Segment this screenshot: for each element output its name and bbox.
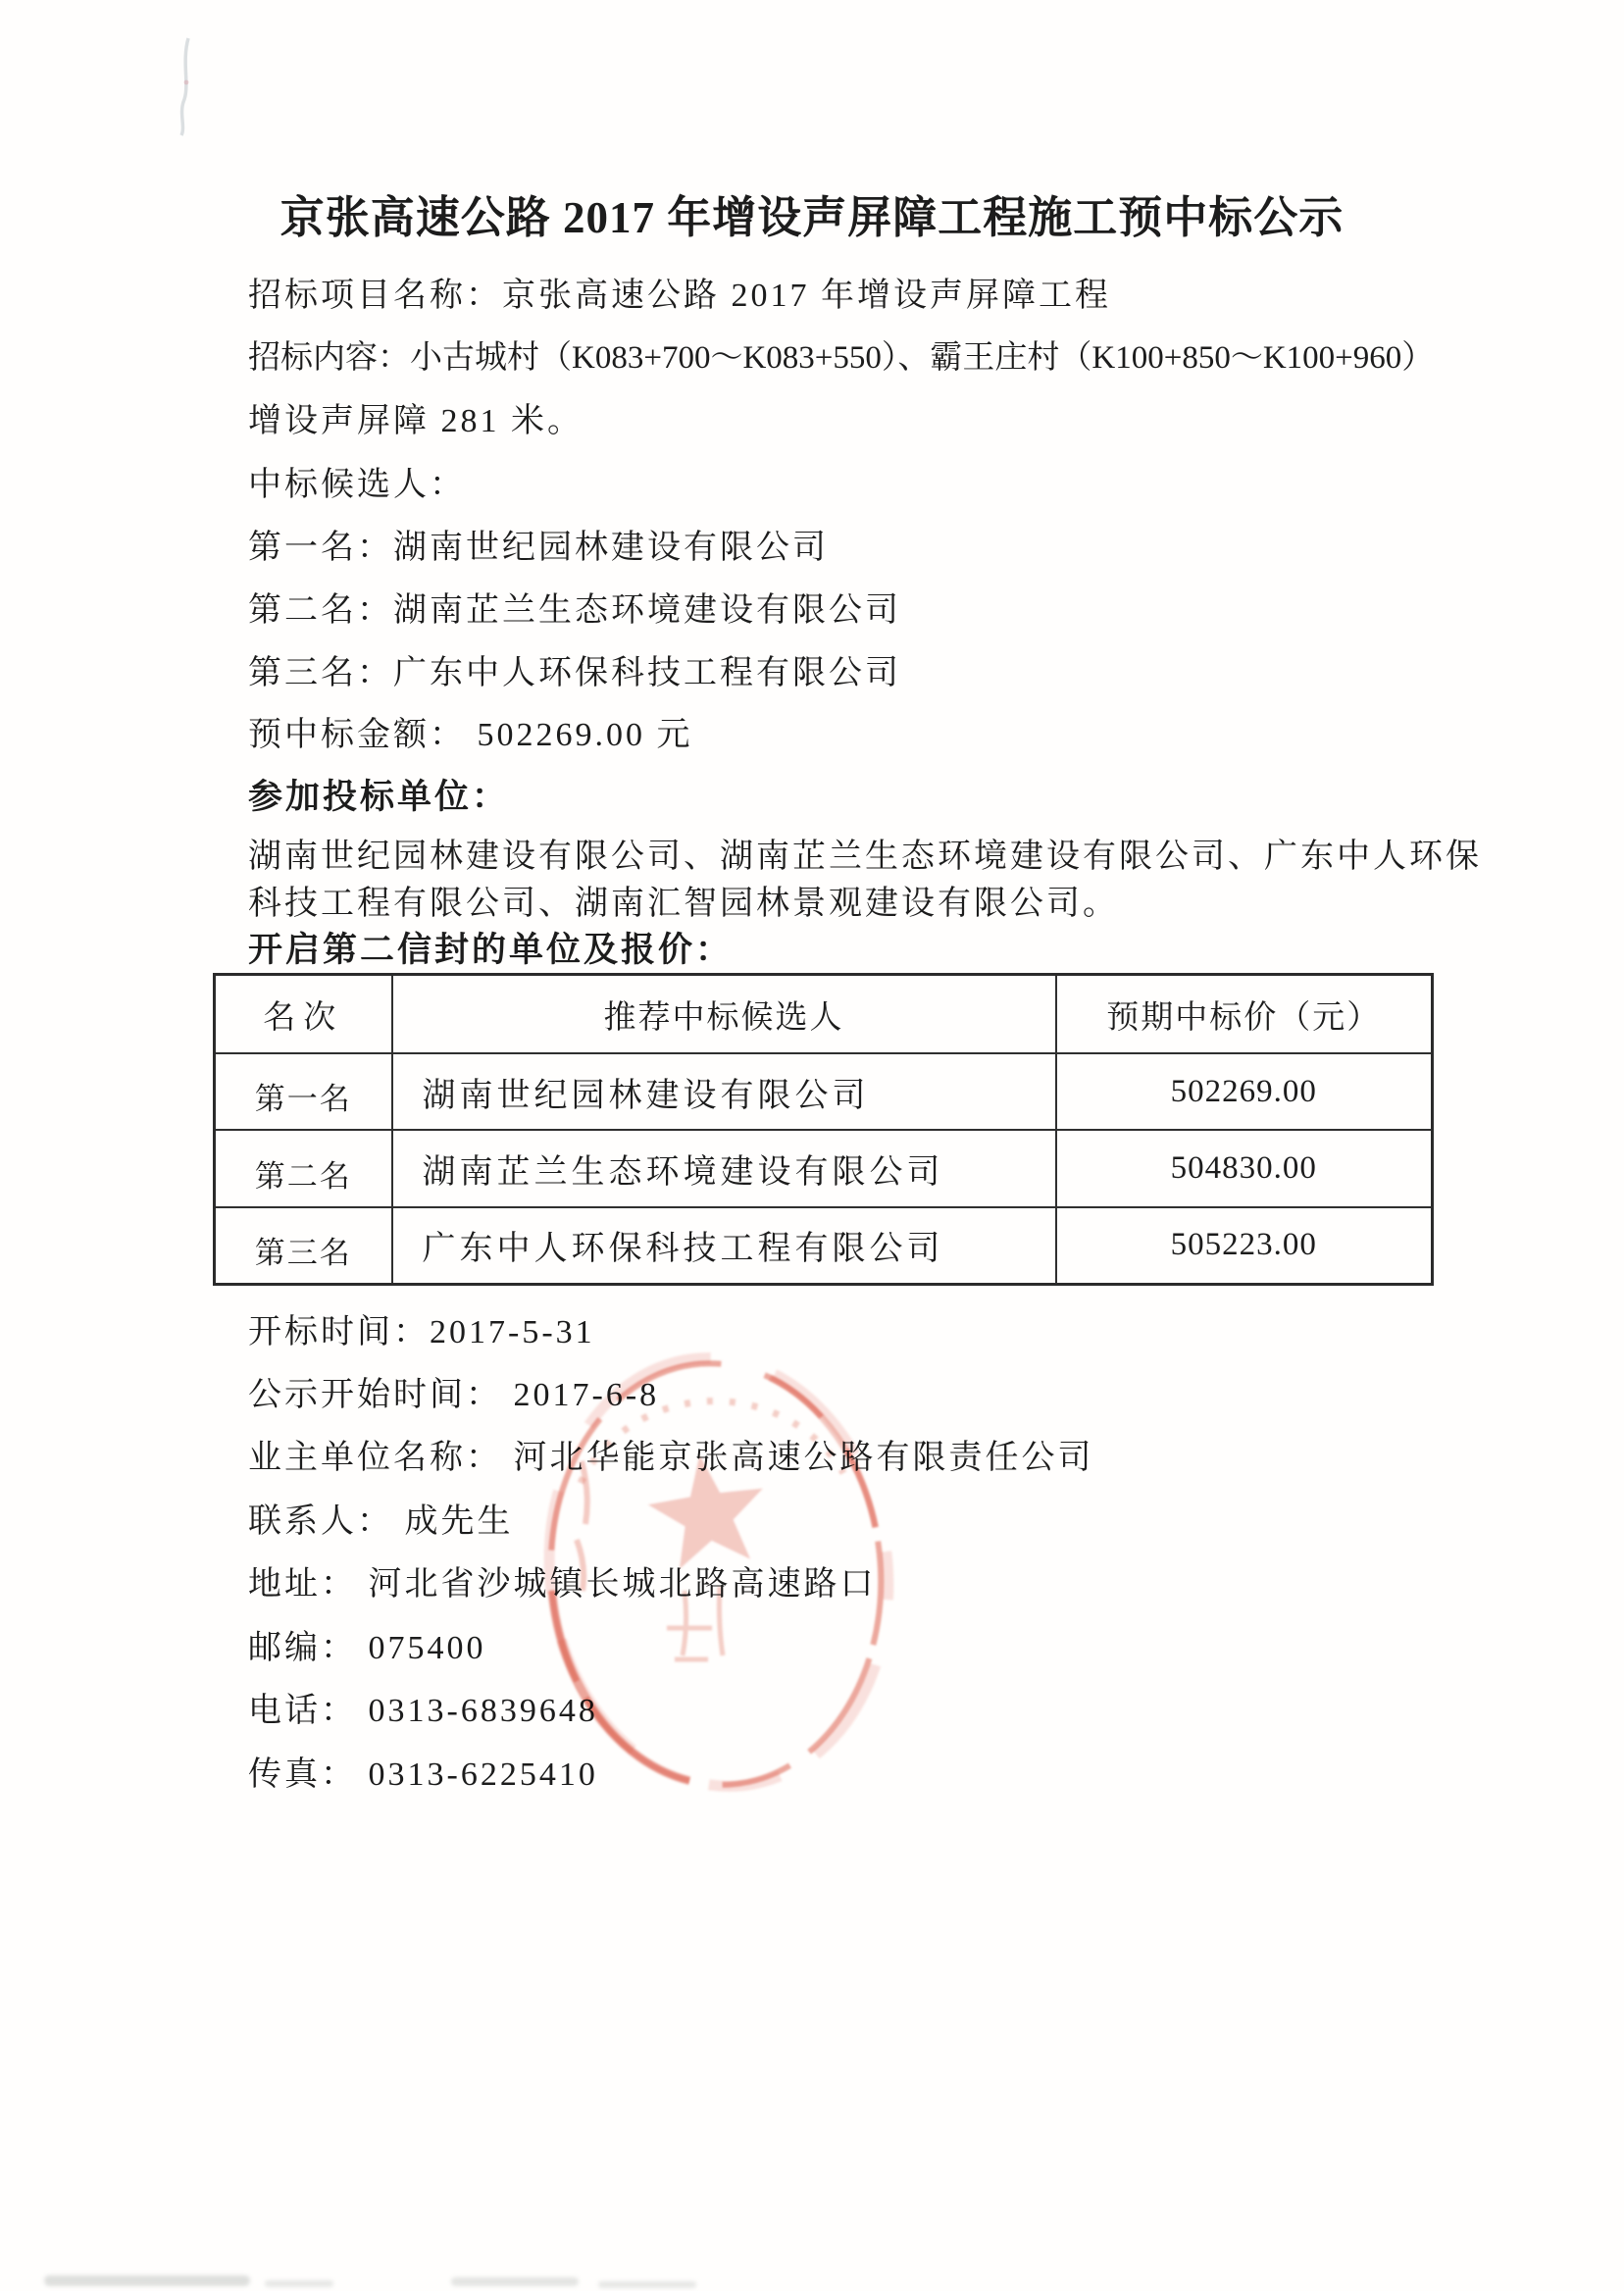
line-contact-person: 联系人： 成先生	[248, 1503, 514, 1540]
col-header-price: 预期中标价（元）	[1056, 975, 1433, 1054]
scan-smudge	[44, 2275, 250, 2286]
col-header-rank: 名次	[215, 975, 392, 1054]
heading-bidders: 参加投标单位：	[248, 778, 510, 816]
price-cell: 504830.00	[1056, 1130, 1433, 1207]
line-postal-code: 邮编： 075400	[248, 1630, 486, 1666]
line-owner-name: 业主单位名称： 河北华能京张高速公路有限责任公司	[248, 1440, 1094, 1476]
line-bidders-part2: 科技工程有限公司、湖南汇智园林景观建设有限公司。	[248, 886, 1119, 922]
table-header-row	[215, 975, 1433, 1054]
line-candidates-label: 中标候选人：	[248, 467, 466, 503]
company-cell: 湖南芷兰生态环境建设有限公司	[392, 1130, 1056, 1207]
line-candidate-second: 第二名：湖南芷兰生态环境建设有限公司	[248, 592, 901, 629]
heading-second-envelope: 开启第二信封的单位及报价：	[248, 931, 734, 969]
line-bid-content: 招标内容：小古城村（K083+700～K083+550）、霸王庄村（K100+850～K100+960）	[248, 340, 1435, 376]
col-header-candidate: 推荐中标候选人	[392, 975, 1056, 1054]
scan-smudge	[265, 2280, 333, 2287]
price-cell: 505223.00	[1056, 1207, 1433, 1284]
scan-artifact-mark	[175, 35, 204, 138]
bid-quotation-table	[213, 973, 1434, 1286]
line-bid-open-time: 开标时间：2017-5-31	[248, 1314, 595, 1350]
table-row	[215, 1053, 1433, 1130]
scan-smudge	[451, 2277, 579, 2286]
line-project-name: 招标项目名称：京张高速公路 2017 年增设声屏障工程	[248, 278, 1111, 314]
line-address: 地址： 河北省沙城镇长城北路高速路口	[248, 1566, 877, 1603]
scan-smudge	[598, 2281, 696, 2288]
line-prebid-amount: 预中标金额： 502269.00 元	[248, 717, 693, 753]
price-cell: 502269.00	[1056, 1053, 1433, 1130]
line-fax: 传真： 0313-6225410	[248, 1756, 598, 1793]
page-title: 京张高速公路 2017 年增设声屏障工程施工预中标公示	[279, 193, 1345, 242]
rank-cell: 第三名	[215, 1207, 392, 1284]
company-cell: 广东中人环保科技工程有限公司	[392, 1207, 1056, 1284]
line-publicity-start-time: 公示开始时间： 2017-6-8	[248, 1377, 660, 1413]
line-candidate-first: 第一名：湖南世纪园林建设有限公司	[248, 530, 829, 566]
rank-cell: 第二名	[215, 1130, 392, 1207]
table-row	[215, 1130, 1433, 1207]
line-candidate-third: 第三名：广东中人环保科技工程有限公司	[248, 655, 901, 691]
company-cell: 湖南世纪园林建设有限公司	[392, 1053, 1056, 1130]
line-bid-content-cont: 增设声屏障 281 米。	[248, 403, 584, 439]
line-bidders-part1: 湖南世纪园林建设有限公司、湖南芷兰生态环境建设有限公司、广东中人环保	[248, 839, 1482, 875]
line-phone: 电话： 0313-6839648	[248, 1693, 598, 1729]
table-row	[215, 1207, 1433, 1284]
rank-cell: 第一名	[215, 1053, 392, 1130]
